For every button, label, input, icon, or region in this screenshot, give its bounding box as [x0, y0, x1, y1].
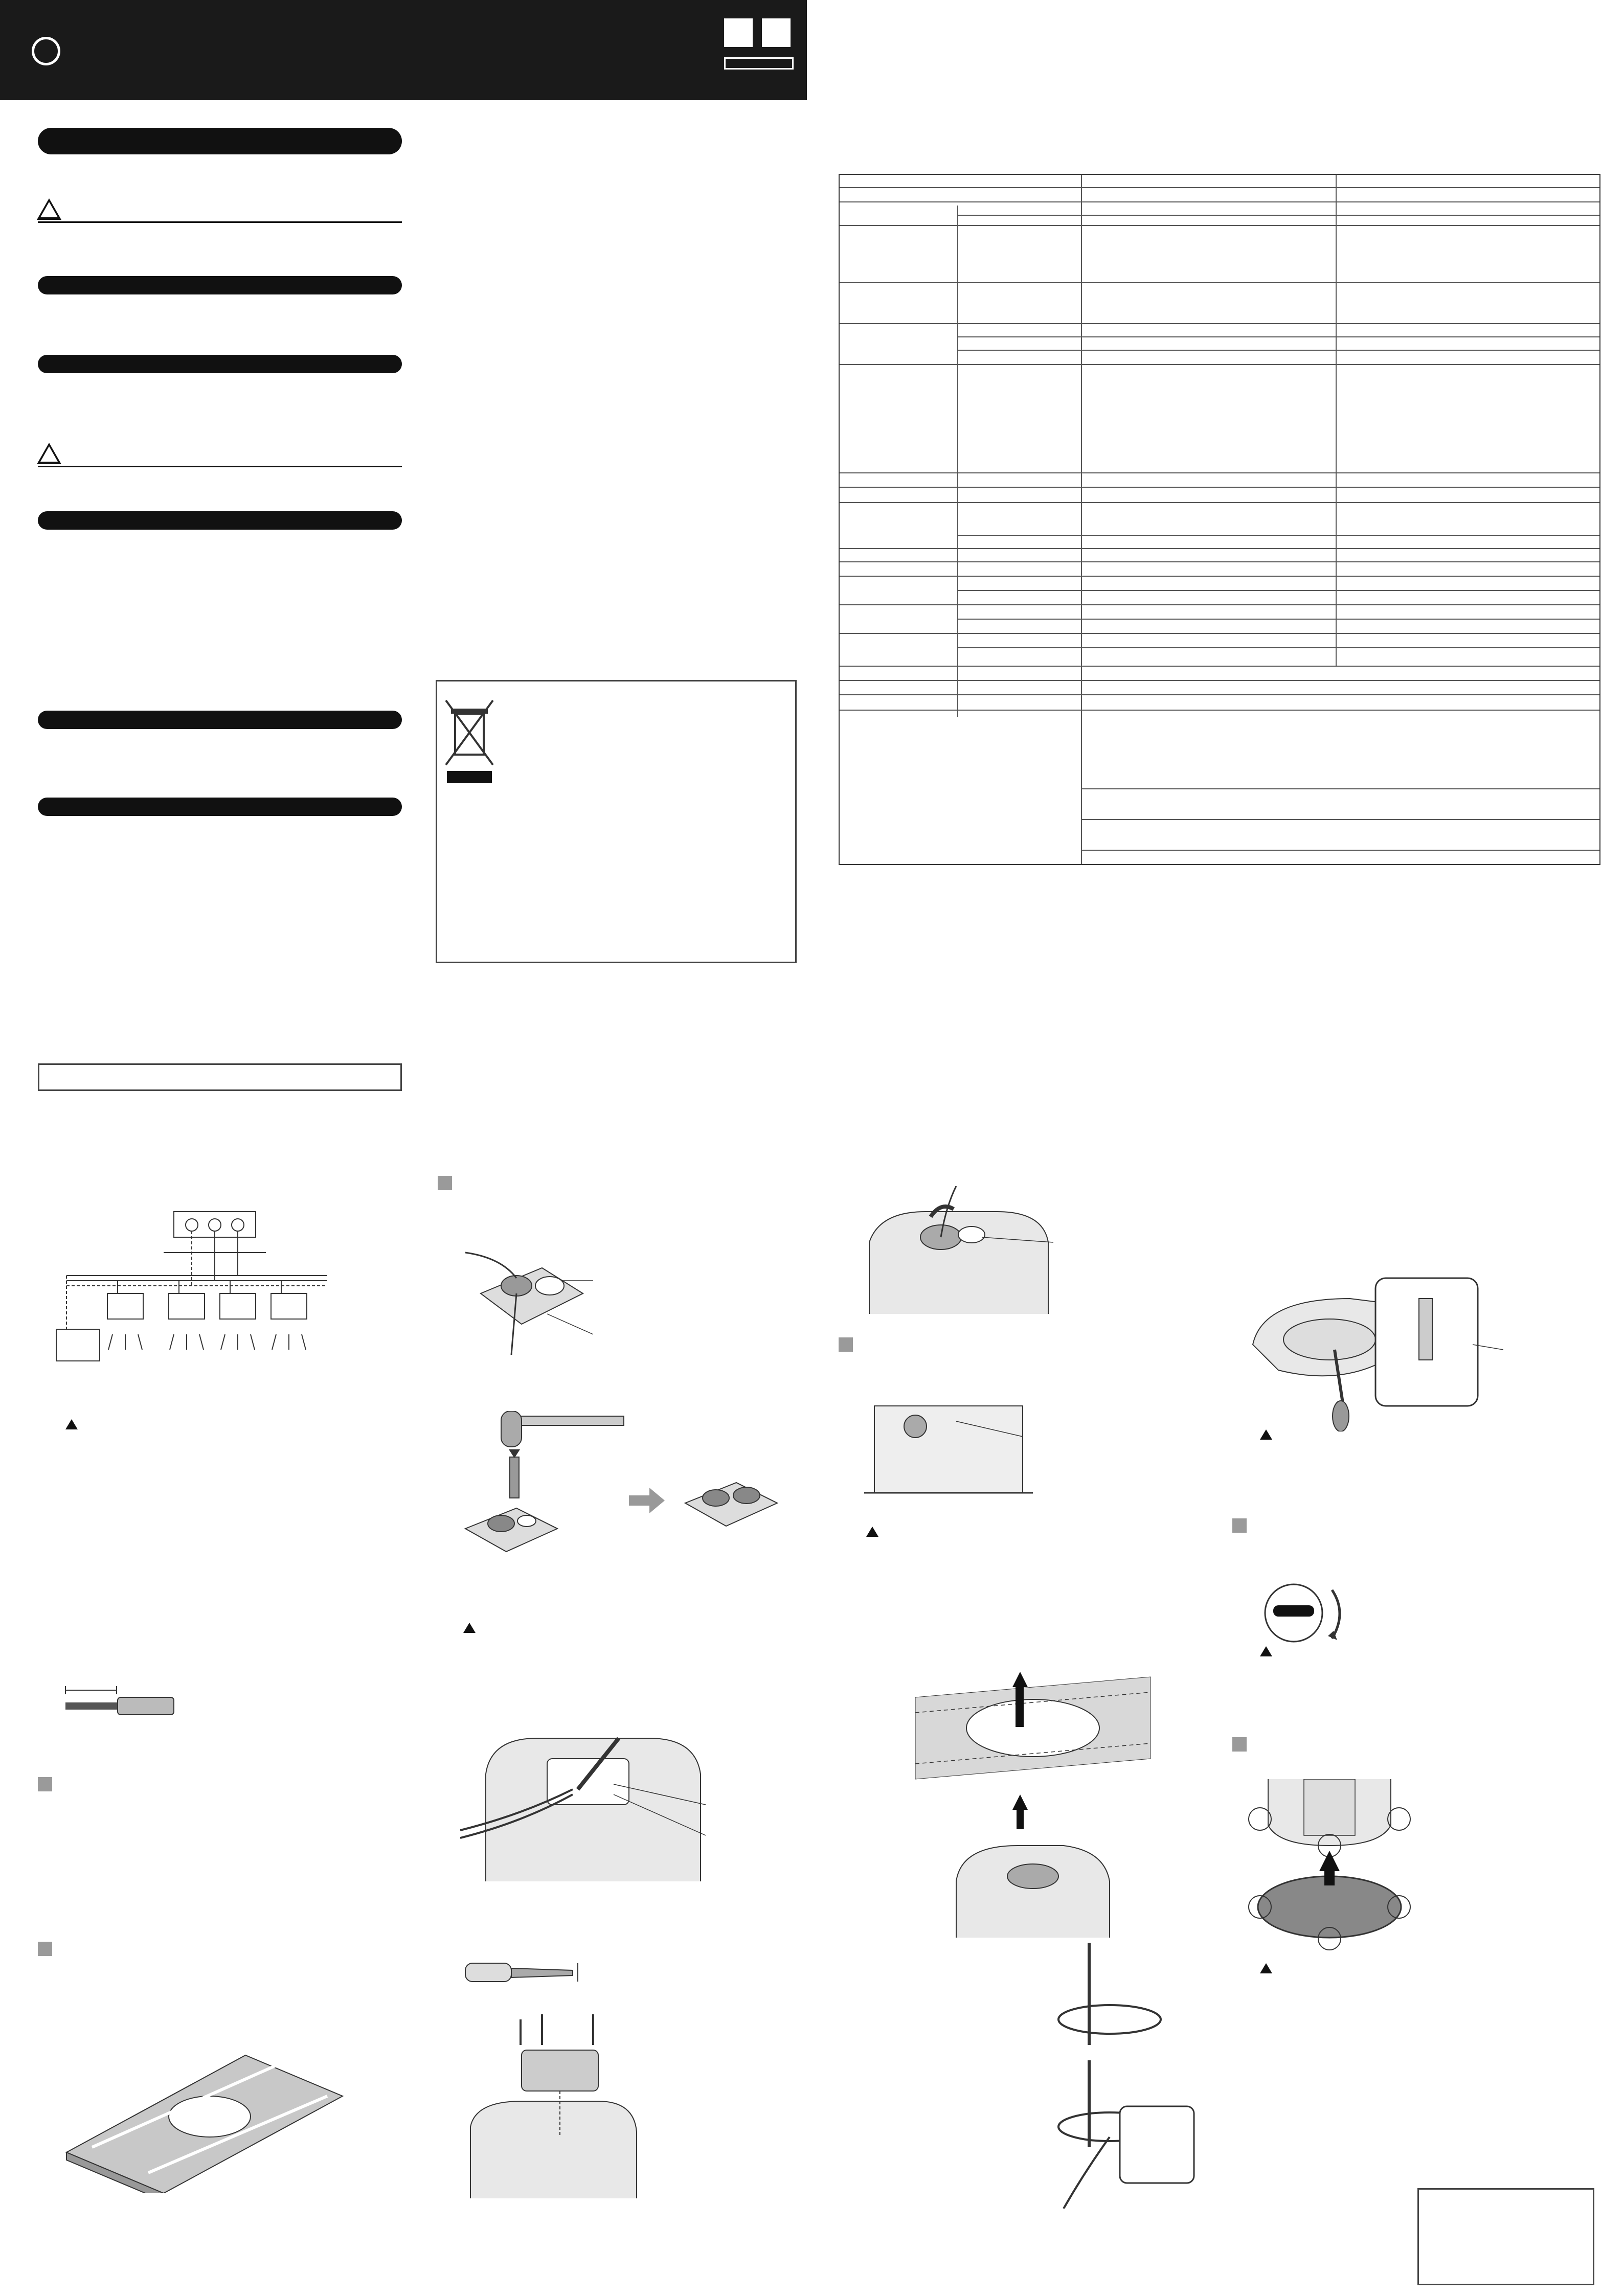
section-bar-4	[38, 511, 402, 530]
warning-icon	[37, 198, 61, 220]
warning-rule	[38, 221, 402, 223]
screwdriver-tip-diagram	[460, 1953, 583, 1994]
warning-icon	[463, 1623, 476, 1633]
warning-icon	[65, 1419, 78, 1429]
clamp-detail-illustration	[1053, 1943, 1202, 2209]
language-strip	[724, 57, 794, 70]
cable-gland-illustration	[460, 1237, 603, 1360]
step-marker	[1232, 1518, 1247, 1533]
weee-bin-icon	[444, 698, 495, 785]
step-marker	[38, 1942, 52, 1956]
cable-strip-diagram	[61, 1682, 194, 1728]
speaker-side-illustration	[864, 1385, 1033, 1498]
spec-table	[839, 174, 1600, 865]
step-marker	[38, 1777, 52, 1791]
tap-dial-illustration	[1258, 1580, 1350, 1646]
section-bar-3	[38, 355, 402, 373]
section-bar-1	[38, 128, 402, 154]
ceiling-insertion-illustration	[910, 1656, 1156, 1943]
step-marker	[839, 1337, 853, 1352]
speaker-mount-screwdriver-illustration	[1248, 1268, 1503, 1431]
warning-rule	[38, 466, 402, 467]
ceiling-board-illustration	[61, 2040, 348, 2193]
language-box-1	[724, 18, 753, 47]
grille-attach-illustration	[1248, 1779, 1411, 1963]
yamaha-logo-icon	[32, 37, 60, 65]
speaker-terminal-illustration	[460, 1728, 726, 1892]
publication-box	[1417, 2188, 1594, 2285]
warning-icon	[1260, 1429, 1272, 1440]
step-marker	[1232, 1737, 1247, 1752]
section-bar-2	[38, 276, 402, 294]
terminal-cover-assembly	[460, 2014, 644, 2203]
warning-icon	[1260, 1963, 1272, 1973]
warning-icon	[866, 1527, 878, 1537]
speaker-top-gland-illustration	[864, 1186, 1058, 1319]
knockout-hammer-illustration	[450, 1411, 798, 1580]
section-bar-6	[38, 798, 402, 816]
step-marker	[438, 1176, 452, 1190]
header-banner	[0, 0, 807, 100]
section-bar-5	[38, 711, 402, 729]
warning-icon	[37, 443, 61, 464]
language-box-2	[762, 18, 791, 47]
warning-icon	[1260, 1646, 1272, 1656]
note-box	[38, 1063, 402, 1091]
wiring-diagram	[51, 1196, 348, 1391]
